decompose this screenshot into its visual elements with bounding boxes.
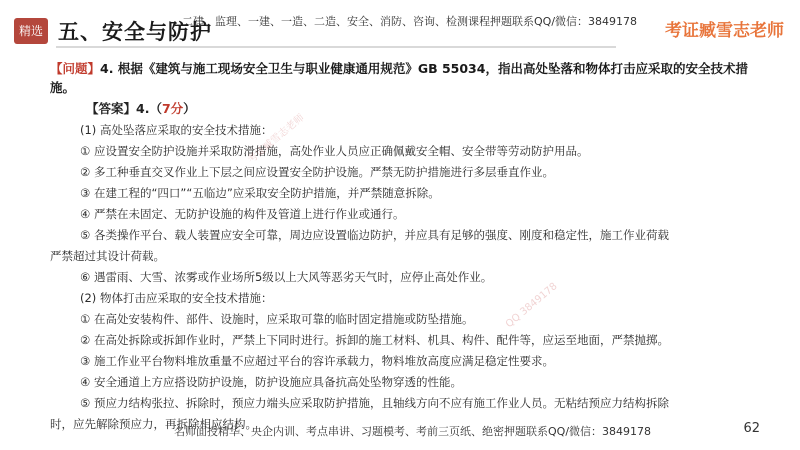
watermark-bottom: 名师面授精华、央企内训、考点串讲、习题模考、考前三页纸、绝密押题联系QQ/微信：3849178 bbox=[174, 425, 652, 438]
question-block bbox=[50, 59, 760, 97]
section-title: 五、安全与防护 bbox=[58, 20, 212, 44]
answer-header bbox=[86, 99, 196, 117]
watermark-top: 二建、监理、一建、一造、二造、安全、消防、咨询、检测课程押题联系QQ/微信：3849178 bbox=[182, 15, 638, 28]
answer-body bbox=[50, 120, 756, 435]
header-bar bbox=[0, 0, 800, 46]
list-item: ① 在高处安装构件、部件、设施时，应采取可靠的临时固定措施或防坠措施。 bbox=[80, 312, 474, 326]
list-item-continuation: 时，应先解除预应力，再拆除相应结构。 bbox=[50, 417, 257, 431]
list-item: ④ 严禁在未固定、无防护设施的构件及管道上进行作业或通行。 bbox=[80, 207, 405, 221]
list-item: ⑤ 各类操作平台、载人装置应安全可靠，周边应设置临边防护，并应具有足够的强度、刚度和稳定性，施工作业荷载 bbox=[80, 228, 669, 242]
list-item: ⑥ 遇雷雨、大雪、浓雾或作业场所5级以上大风等恶劣天气时，应停止高处作业。 bbox=[80, 270, 493, 284]
answer-close: ） bbox=[183, 101, 196, 116]
brand-label: 考证臧雪志老师 bbox=[665, 21, 784, 41]
list-item: ① 应设置安全防护设施并采取防滑措施，高处作业人员应正确佩戴安全帽、安全带等劳动防护用品。 bbox=[80, 144, 589, 158]
list-item: ② 多工种垂直交叉作业上下层之间应设置安全防护设施。严禁无防护措施进行多层垂直作业。 bbox=[80, 165, 554, 179]
list-item: ⑤ 预应力结构张拉、拆除时，预应力端头应采取防护措施，且轴线方向不应有施工作业人员。无粘结预应力结构拆除 bbox=[80, 396, 669, 410]
subheading-strike: (2) 物体打击应采取的安全技术措施： bbox=[80, 291, 273, 305]
list-item: ③ 施工作业平台物料堆放重量不应超过平台的容许承载力，物料堆放高度应满足稳定性要求。 bbox=[80, 354, 554, 368]
list-item-continuation: 严禁超过其设计荷载。 bbox=[50, 249, 165, 263]
answer-tag: 【答案】4.（ bbox=[86, 101, 162, 116]
diagonal-watermark: 考证臧雪志老师 bbox=[245, 112, 307, 166]
featured-badge: 精选 bbox=[14, 18, 48, 44]
list-item: ④ 安全通道上方应搭设防护设施，防护设施应具备抗高处坠物穿透的性能。 bbox=[80, 375, 462, 389]
diagonal-watermark: QQ 3849178 bbox=[503, 280, 560, 331]
list-item: ③ 在建工程的“四口”“五临边”应采取安全防护措施，并严禁随意拆除。 bbox=[80, 186, 440, 200]
title-divider bbox=[56, 46, 616, 48]
answer-points: 7分 bbox=[161, 101, 184, 116]
question-tag: 【问题】 bbox=[50, 61, 101, 76]
question-text: 4. 根据《建筑与施工现场安全卫生与职业健康通用规范》GB 55034，指出高处坠落和物体打击应采取的安全技术措施。 bbox=[50, 61, 748, 95]
page-number: 62 bbox=[743, 421, 760, 436]
subheading-fall: (1) 高处坠落应采取的安全技术措施： bbox=[80, 123, 273, 137]
list-item: ② 在高处拆除或拆卸作业时，严禁上下同时进行。拆卸的施工材料、机具、构件、配件等，应运至地面，严禁抛掷。 bbox=[80, 333, 669, 347]
